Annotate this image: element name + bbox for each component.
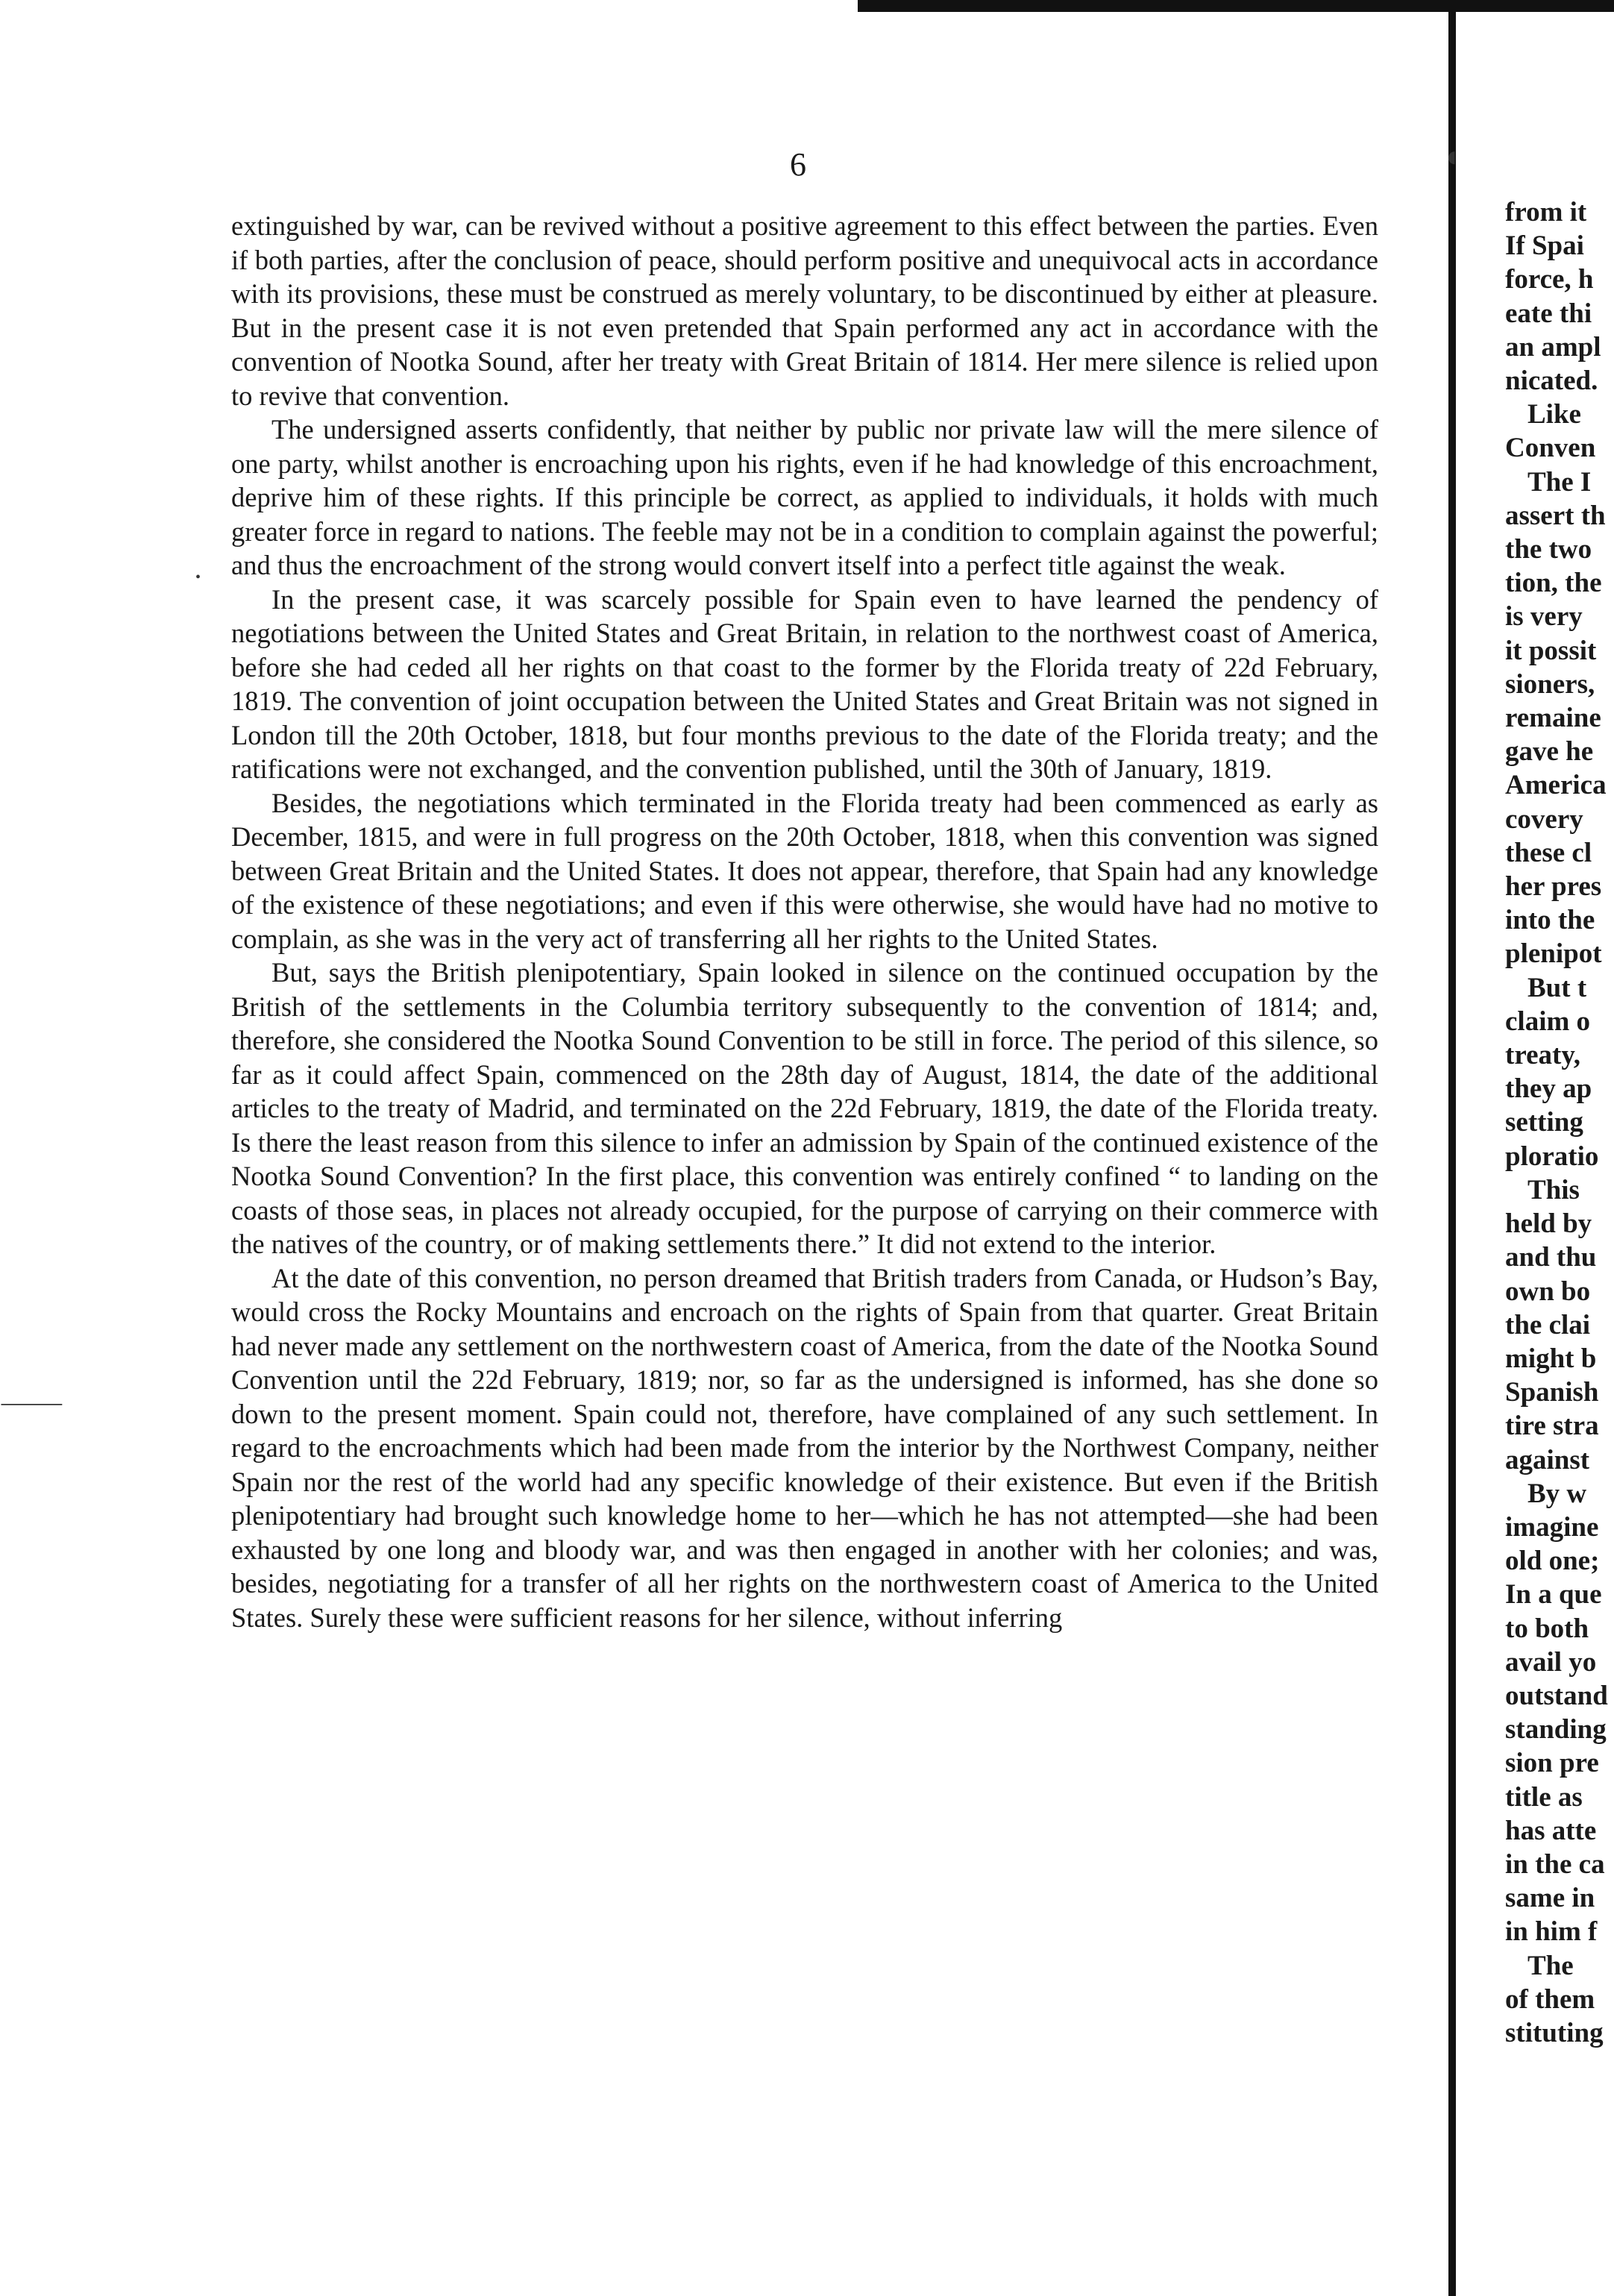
adjacent-page-line: This [1527,1174,1580,1205]
main-text-column [231,209,1378,1634]
adjacent-page-line: the two [1505,534,1592,565]
adjacent-page-line: covery [1505,803,1583,835]
scan-top-edge [858,0,1614,12]
margin-dot: • [195,569,201,586]
adjacent-page-line: America [1505,770,1607,801]
adjacent-page-line: held by [1505,1208,1592,1240]
adjacent-page-line: standing [1505,1714,1607,1745]
adjacent-page-line: sion pre [1505,1748,1599,1779]
adjacent-page-line: gave he [1505,736,1594,768]
body-paragraph: At the date of this convention, no person dreamed that British traders from Canada, or Hudson’s Bay, would cross the Rocky Mountains and encroach on the rights of Spain from that quarter. Great Britain had never made any settlement on the northwestern coast of America, from the date of the Nootka Sound Convention until the 22d February, 1819; nor, so far as the undersigned is informed, has she done so down to the present moment. Spain could not, therefore, have complained of any such settlement. In regard to the encroachments which had been made from the interior by the Northwest Company, neither Spain nor the rest of the world had any specific knowledge of their existence. But even if the British plenipotentiary had brought such knowledge home to her—which he has not attempted—she had been exhausted by one long and bloody war, and was then engaged in another with her colonies; and was, besides, negotiating for a transfer of all her rights on the northwestern coast of America to the United States. Surely these were sufficient reasons for her silence, without inferring [231,1262,1378,1633]
adjacent-page-line: Like [1527,399,1581,430]
adjacent-page-line: eate thi [1505,298,1592,329]
margin-smudge: ⸻ [0,1390,63,1417]
adjacent-page-line: in him f [1505,1916,1598,1948]
adjacent-page-line: Spanish [1505,1377,1599,1408]
adjacent-page-line: tion, the [1505,568,1602,599]
adjacent-page-line: same in [1505,1883,1595,1914]
adjacent-page-line: against [1505,1444,1590,1475]
adjacent-page-line: of them [1505,1983,1595,2015]
adjacent-page-line: the clai [1505,1309,1591,1340]
adjacent-page-line: outstand [1505,1680,1608,1711]
adjacent-page-line: remaine [1505,703,1601,734]
adjacent-page-line: her pres [1505,871,1602,903]
body-paragraph: In the present case, it was scarcely possible for Spain even to have learned the pendency of negotiations between the United States and Great Britain, in relation to the northwest coast of America, before she had ceded all her rights on that coast to the former by the Florida treaty of 22d February, 1819. The convention of joint occupation between the United States and Great Britain was not signed in London till the 20th October, 1818, but four months previous to the date of the Florida treaty; and the ratifications were not exchanged, and the convention published, until the 30th of January, 1819. [231,583,1378,784]
adjacent-page-fragment [1505,195,1614,2050]
adjacent-page-line: sioners, [1505,668,1595,700]
adjacent-page-line: force, h [1505,264,1594,295]
adjacent-page-line: assert th [1505,500,1606,531]
body-paragraph: The undersigned asserts confidently, that neither by public nor private law will the mere silence of one party, whilst another is encroaching upon his rights, even if he had knowledge of this encroachment, deprive him of these rights. If this principle be correct, as applied to individuals, it holds with much greater force in regard to nations. The feeble may not be in a condition to complain against the powerful; and thus the encroachment of the strong would convert itself into a perfect title against the weak. [231,414,1378,580]
adjacent-page-line: setting [1505,1107,1583,1138]
adjacent-page-line: avail yo [1505,1646,1597,1678]
adjacent-page-line: from it [1505,197,1587,228]
adjacent-page-line: ploratio [1505,1141,1599,1172]
body-paragraph: Besides, the negotiations which terminated in the Florida treaty had been commenced as early as December, 1815, and were in full progress on the 20th October, 1818, when this convention was signed between Great Britain and the United States. It does not appear, therefore, that Spain had any knowledge of the existence of these negotiations; and even if this were otherwise, she would have had no motive to complain, as she was in the very act of transferring all her rights to the United States. [231,787,1378,954]
adjacent-page-line: The I [1527,466,1592,498]
adjacent-page-line: an ampl [1505,331,1601,363]
adjacent-page-line: claim o [1505,1006,1591,1037]
adjacent-page-line: these cl [1505,837,1592,868]
adjacent-page-line: tire stra [1505,1411,1599,1442]
adjacent-page-line: in the ca [1505,1848,1605,1880]
body-paragraph: But, says the British plenipotentiary, Spain looked in silence on the continued occupation by the British of the settlements in the Columbia territory subsequently to the convention of 1814; and, therefore, she considered the Nootka Sound Convention to be still in force. The period of this silence, so far as it could affect Spain, commenced on the 28th day of August, 1814, the date of the additional articles to the treaty of Madrid, and terminated on the 22d February, 1819, the date of the Florida treaty. Is there the least reason from this silence to infer an admission by Spain of the continued existence of the Nootka Sound Convention? In the first place, this convention was entirely confined “ to landing on the coasts of those seas, in places not already occupied, for the purpose of carrying on their commerce with the natives of the country, or of making settlements there.” It did not extend to the interior. [231,957,1378,1259]
page-number: 6 [790,146,806,183]
adjacent-page-line: might b [1505,1343,1597,1374]
adjacent-page-line: The [1527,1950,1574,1981]
adjacent-page-line: to both [1505,1613,1589,1644]
adjacent-page-line: By w [1527,1478,1587,1509]
adjacent-page-line: But t [1527,972,1587,1003]
adjacent-page-line: If Spai [1505,230,1584,262]
adjacent-page-line: nicated. [1505,366,1598,397]
adjacent-page-line: title as [1505,1781,1583,1813]
gutter-mark: ◖ [1442,139,1461,173]
adjacent-page-line: they ap [1505,1073,1592,1105]
adjacent-page-line: it possit [1505,635,1597,666]
adjacent-page-line: old one; [1505,1546,1600,1577]
adjacent-page-line: imagine [1505,1511,1599,1543]
adjacent-page-line: is very [1505,601,1583,633]
adjacent-page-line: stituting [1505,2017,1604,2048]
page-gutter-edge [1448,0,1456,2296]
adjacent-page-line: into the [1505,905,1595,936]
adjacent-page-line: In a que [1505,1579,1602,1610]
adjacent-page-line: treaty, [1505,1040,1581,1071]
adjacent-page-line: Conven [1505,433,1596,464]
body-paragraph: extinguished by war, can be revived without a positive agreement to this effect between the parties. Even if both parties, after the conclusion of peace, should perform positive and unequivocal acts in accordance with its provisions, these must be construed as merely voluntary, to be discontinued by either at pleasure. But in the present case it is not even pretended that Spain performed any act in accordance with the convention of Nootka Sound, after her treaty with Great Britain of 1814. Her mere silence is relied upon to revive that convention. [231,210,1378,411]
adjacent-page-line: own bo [1505,1276,1591,1307]
adjacent-page-line: plenipot [1505,938,1602,970]
adjacent-page-line: has atte [1505,1815,1597,1846]
adjacent-page-line: and thu [1505,1242,1597,1273]
